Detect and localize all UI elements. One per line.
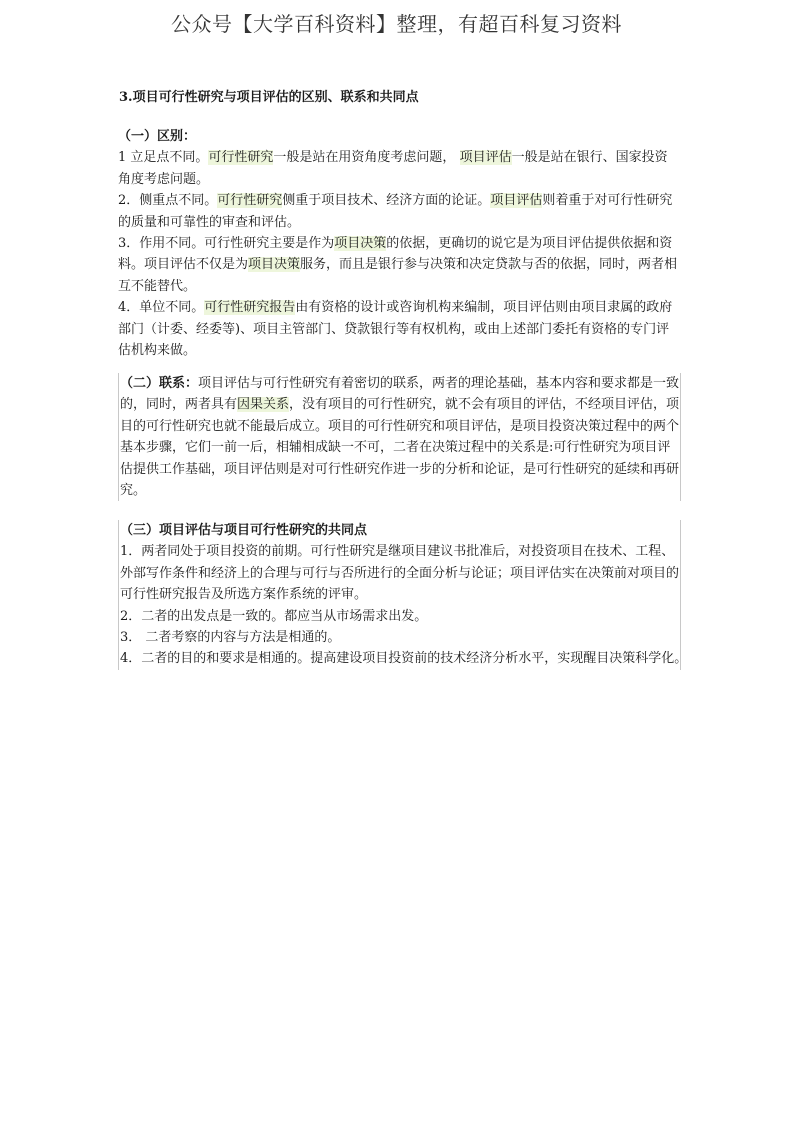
list-item: 4．二者的目的和要求是相通的。提高建设项目投资前的技术经济分析水平，实现醒目决策科学化。 (120, 651, 688, 667)
text-run: 则着重于对可行性研究的质量和可靠性的审查和评估。 (118, 193, 673, 230)
highlighted-term: 因果关系 (237, 397, 290, 413)
list-item (118, 233, 678, 297)
text-run: 由有资格的设计或咨询机构来编制，项目评估则由项目隶属的政府部门（计委、经委等)、项目主管部门、贷款银行等有权机构，或由上述部门委托有资格的专门评估机构来做。 (118, 300, 673, 359)
highlighted-term: 项目评估 (459, 150, 512, 166)
highlighted-term: 可行性研究 (217, 193, 283, 209)
text-run: 2．侧重点不同。 (118, 193, 218, 209)
list-item: 3． 二者考察的内容与方法是相通的。 (120, 630, 341, 646)
text-run: ，没有项目的可行性研究，就不会有项目的评估，不经项目评估，项目的可行性研究也就不能最后成立。项目的可行性研究和项目评估，是项目投资决策过程中的两个基本步骤，它们一前一后，相辅相成缺一不可，二者在决策过程中的关系是:可行性研究为项目评估提供工作基础，项目评估则是对可行性研究作进一步的分析和论证，是可行性研究的延续和再研究。 (120, 397, 680, 499)
highlighted-term: 项目决策 (334, 236, 387, 252)
text-run: 一般是站在用资角度考虑问题， (273, 150, 460, 166)
text-run: 1 立足点不同。 (118, 150, 209, 166)
text-run: 的依据，更确切的说它是为项目评估提供依据和资料。项目评估不仅是为 (118, 236, 673, 273)
highlighted-term: 可行性研究报告 (204, 300, 296, 316)
section-relation (118, 373, 681, 501)
list-item: 2．二者的出发点是一致的。都应当从市场需求出发。 (120, 608, 428, 624)
text-run: 侧重于项目技术、经济方面的论证。 (282, 193, 491, 209)
list-item (118, 147, 678, 190)
section-differences (118, 126, 678, 361)
highlighted-term: 可行性研究 (208, 150, 274, 166)
text-run: 3．作用不同。可行性研究主要是作为 (118, 236, 335, 252)
paragraph (120, 373, 680, 501)
highlighted-term: 项目决策 (248, 257, 301, 273)
list-item (118, 190, 678, 233)
section-common-points (118, 520, 688, 670)
list-item: 1．两者同处于项目投资的前期。可行性研究是继项目建议书批准后，对投资项目在技术、工程、外部写作条件和经济上的合理与可行与否所进行的全面分析与论证；项目评估实在决策前对项目的可行性研究报告及所选方案作系统的评审。 (120, 544, 680, 603)
highlighted-term: 项目评估 (490, 193, 543, 209)
list-item (118, 297, 678, 361)
text-run: 一般是站在银行、国家投资角度考虑问题。 (118, 150, 668, 187)
page-header: 公众号【大学百科资料】整理，有超百科复习资料 (171, 12, 622, 36)
document-title: 3.项目可行性研究与项目评估的区别、联系和共同点 (119, 90, 419, 105)
section-heading: （三）项目评估与项目可行性研究的共同点 (120, 523, 368, 538)
section-heading: （一）区别： (118, 129, 197, 144)
section-heading: （二）联系： (120, 376, 199, 391)
text-run: 项目评估与可行性研究有着密切的联系，两者的理论基础，基本内容和要求都是一致的，同时，两者具有 (120, 376, 680, 413)
text-run: 4．单位不同。 (118, 300, 205, 316)
text-run: 服务，而且是银行参与决策和决定贷款与否的依据，同时，两者相互不能替代。 (118, 257, 678, 294)
